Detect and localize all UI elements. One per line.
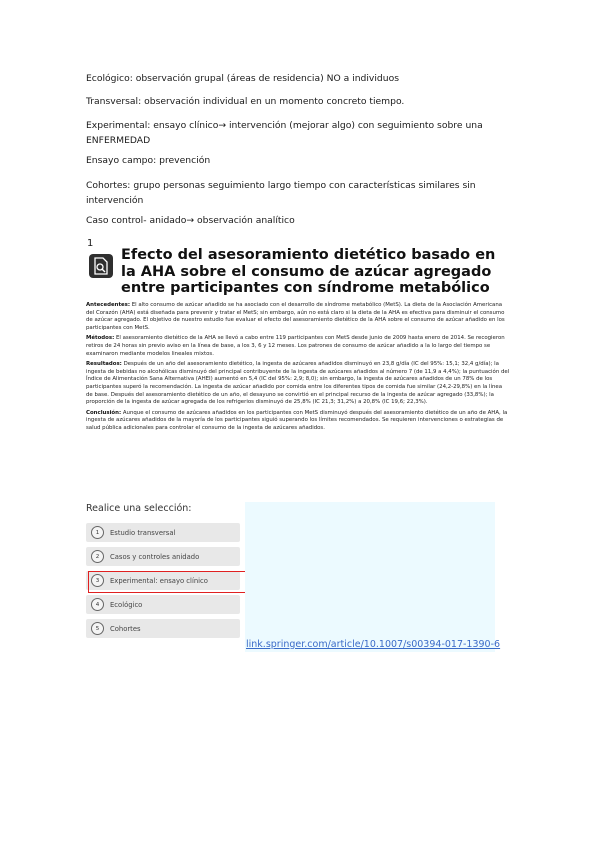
option-label: Estudio transversal	[110, 528, 176, 537]
option-label: Casos y controles anidado	[110, 552, 200, 561]
article-abstract	[86, 302, 510, 436]
option-label: Experimental: ensayo clínico	[110, 576, 208, 585]
selected-answer-highlight	[88, 571, 247, 593]
article-title: Efecto del asesoramiento dietético basado en la AHA sobre el consumo de azúcar agregado entre participantes con síndrome metabólico	[121, 247, 496, 296]
option-cohortes[interactable]	[86, 619, 240, 638]
note-caso-control: Caso control- anidado→ observación analítico	[86, 215, 295, 226]
option-ecologico[interactable]	[86, 595, 240, 614]
source-link[interactable]: link.springer.com/article/10.1007/s00394-017-1390-6	[246, 639, 501, 650]
option-number: 2	[91, 550, 104, 563]
abstract-results: Resultados: Después de un año del asesoramiento dietético, la ingesta de azúcares añadidos disminuyó en 23,8 g/día (IC del 95%: 15,1; 32,4 g/día); la ingesta de bebidas no alcohólicas disminuyó del principal contribuyente de la ingesta de azúcares añadidos al número 7 (de 11,9 a 4,4%); la puntuación del Índice de Alimentación Sana Alternativa (AHEI) aumentó en 5,4 (IC del 95%: 2,9; 8,0); sin embargo, la ingesta de azúcares añadidos de un 78% de los participantes superó la recomendación. La ingesta de azúcar añadido por comida entre los diferentes tipos de comida fue similar (24,2-29,8%) en la línea de base. Después del asesoramiento dietético de un año, el desayuno se convirtió en el principal recurso de la ingesta de azúcar agregado (33,8%); la proporción de la ingesta de azúcar agregada de los refrigerios disminuyó de 25,8% (IC 21,3; 31,2%) a 20,8% (IC 19,6; 22,3%).	[86, 361, 510, 406]
selection-label: Realice una selección:	[86, 503, 192, 514]
option-number: 4	[91, 598, 104, 611]
note-ecologico: Ecológico: observación grupal (áreas de residencia) NO a individuos	[86, 73, 399, 84]
note-cohortes: Cohortes: grupo personas seguimiento largo tiempo con características similares sin intervención	[86, 180, 476, 206]
option-transversal[interactable]	[86, 523, 240, 542]
info-panel	[245, 502, 495, 652]
option-casos-controles[interactable]	[86, 547, 240, 566]
abstract-methods: Métodos: El asesoramiento dietético de la AHA se llevó a cabo entre 119 participantes con MetS desde junio de 2009 hasta enero de 2014. Se recogieron retiros de 24 horas sin previo aviso en la línea de base, a los 3, 6 y 12 meses. Los patrones de consumo de azúcar añadido a la lo largo del tiempo se examinaron mediante modelos lineales mixtos.	[86, 335, 505, 357]
abstract-conclusion: Conclusión: Aunque el consumo de azúcares añadidos en los participantes con MetS disminuyó después del asesoramiento dietético de un año de AHA, la ingesta de azúcares añadidos de la mayoría de los participantes siguió superando los límites recomendados. Se requieren intervenciones o estrategias de salud pública adicionales para controlar el consumo de la ingesta de azúcares añadidos.	[86, 409, 508, 431]
abstract-background: Antecedentes: El alto consumo de azúcar añadido se ha asociado con el desarrollo de síndrome metabólico (MetS). La dieta de la Asociación Americana del Corazón (AHA) está diseñada para prevenir y tratar el MetS; sin embargo, aún no está claro si la dieta de la AHA es efectiva para disminuir el consumo de azúcar agregado. El objetivo de nuestro estudio fue evaluar el efecto del asesoramiento dietético de la AHA sobre el consumo de azúcar añadido en los participantes con MetS.	[86, 302, 505, 331]
document-search-icon	[89, 254, 113, 278]
note-ensayo-campo: Ensayo campo: prevención	[86, 155, 211, 166]
option-label: Cohortes	[110, 624, 141, 633]
option-number: 1	[91, 526, 104, 539]
question-number: 1	[87, 238, 94, 249]
option-number: 5	[91, 622, 104, 635]
note-transversal: Transversal: observación individual en un momento concreto tiempo.	[86, 96, 405, 107]
note-experimental: Experimental: ensayo clínico→ intervención (mejorar algo) con seguimiento sobre una ENFERMEDAD	[86, 120, 483, 146]
option-label: Ecológico	[110, 600, 143, 609]
option-number: 3	[91, 574, 104, 587]
